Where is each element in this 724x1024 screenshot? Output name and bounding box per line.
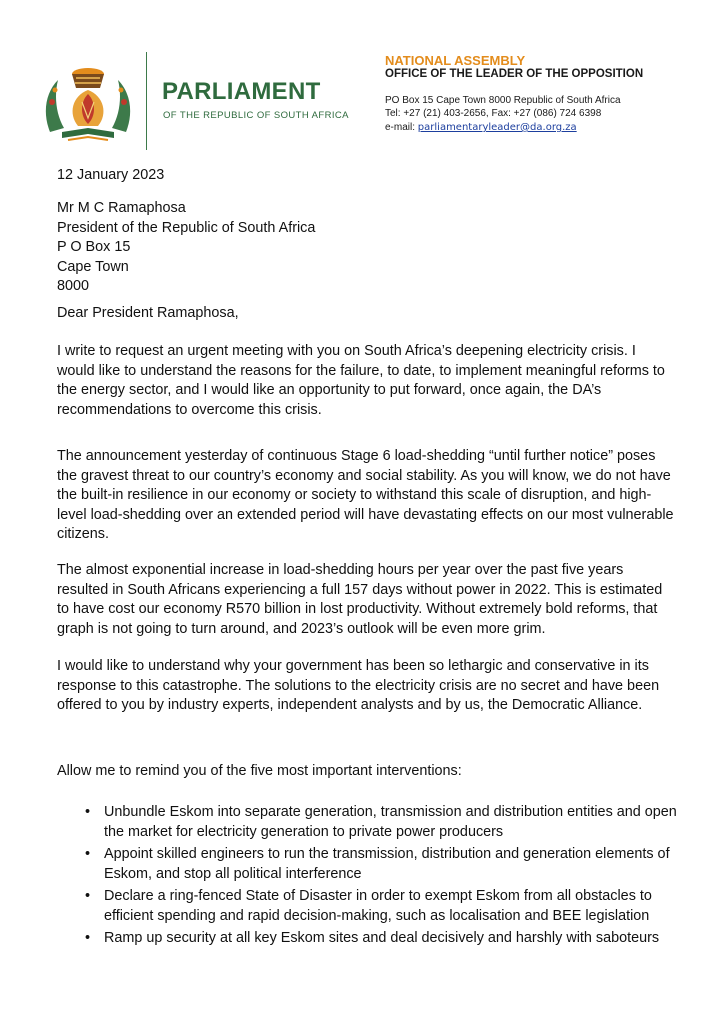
- parliament-name: PARLIAMENT: [162, 78, 321, 105]
- recipient-line: Mr M C Ramaphosa: [57, 200, 186, 216]
- paragraph: The almost exponential increase in load-shedding hours per year over the past five years resulted in South Africans experiencing a full 157 days without power in 2022. This is estimated to have cost our economy R570 billion in lost productivity. Without extremely bold reforms, that graph is not going to turn around, and 2023’s outlook will be even more grim.: [57, 562, 663, 637]
- recipient-address: [57, 199, 677, 297]
- office-address: PO Box 15 Cape Town 8000 Republic of South Africa: [385, 95, 621, 106]
- list-item: • Ramp up security at all key Eskom sites and deal decisively and harshly with saboteurs: [85, 929, 685, 949]
- recipient-line: President of the Republic of South Africa: [57, 219, 316, 236]
- recipient-line: 8000: [57, 278, 90, 294]
- paragraph: I write to request an urgent meeting with you on South Africa’s deepening electricity crisis. I would like to understand the reasons for the failure, to date, to implement meaningful reforms to the energy sector, and I would like an opportunity to put forward, once again, the DA’s recommendations to overcome this crisis.: [57, 343, 665, 418]
- paragraph: The announcement yesterday of continuous Stage 6 load-shedding “until further notice” poses the gravest threat to our country’s economy and social stability. As you will know, we do not have the built-in resilience in our economy or society to withstand this scale of disruption, and high-level load-shedding over an extended period will have devastating effects on our most vulnerable citizens.: [57, 448, 674, 542]
- recipient-line: Cape Town: [57, 258, 129, 275]
- office-title: NATIONAL ASSEMBLY: [385, 53, 526, 68]
- email-label: e-mail:: [385, 122, 416, 133]
- office-phone: Tel: +27 (21) 403-2656, Fax: +27 (086) 724 6398: [385, 108, 602, 119]
- parliament-subtitle: OF THE REPUBLIC OF SOUTH AFRICA: [163, 110, 349, 121]
- recipient-line: P O Box 15: [57, 239, 131, 255]
- interventions-list: [85, 803, 685, 952]
- list-item: • Declare a ring-fenced State of Disaster in order to exempt Eskom from all obstacles to efficient spending and rapid decision-making, such as localisation and BEE legislation: [85, 887, 685, 926]
- salutation: Dear President Ramaphosa,: [57, 305, 239, 321]
- paragraph: I would like to understand why your government has been so lethargic and conservative in its response to this catastrophe. The solutions to the electricity crisis are no secret and have been offered to you by industry experts, independent analysts and by us, the Democratic Alliance.: [57, 658, 660, 713]
- office-email-line: [385, 122, 577, 133]
- letterhead-divider: [146, 52, 147, 150]
- letter-date: 12 January 2023: [57, 167, 165, 183]
- parliament-crest-icon: [42, 62, 134, 148]
- email-link[interactable]: parliamentaryleader@da.org.za: [417, 122, 577, 133]
- paragraph: Allow me to remind you of the five most important interventions:: [57, 763, 462, 779]
- list-item: • Unbundle Eskom into separate generation, transmission and distribution entities and open the market for electricity generation to private power producers: [85, 803, 685, 842]
- list-item: • Appoint skilled engineers to run the transmission, distribution and generation elements of Eskom, and stop all political interference: [85, 845, 685, 884]
- office-name: OFFICE OF THE LEADER OF THE OPPOSITION: [385, 68, 644, 80]
